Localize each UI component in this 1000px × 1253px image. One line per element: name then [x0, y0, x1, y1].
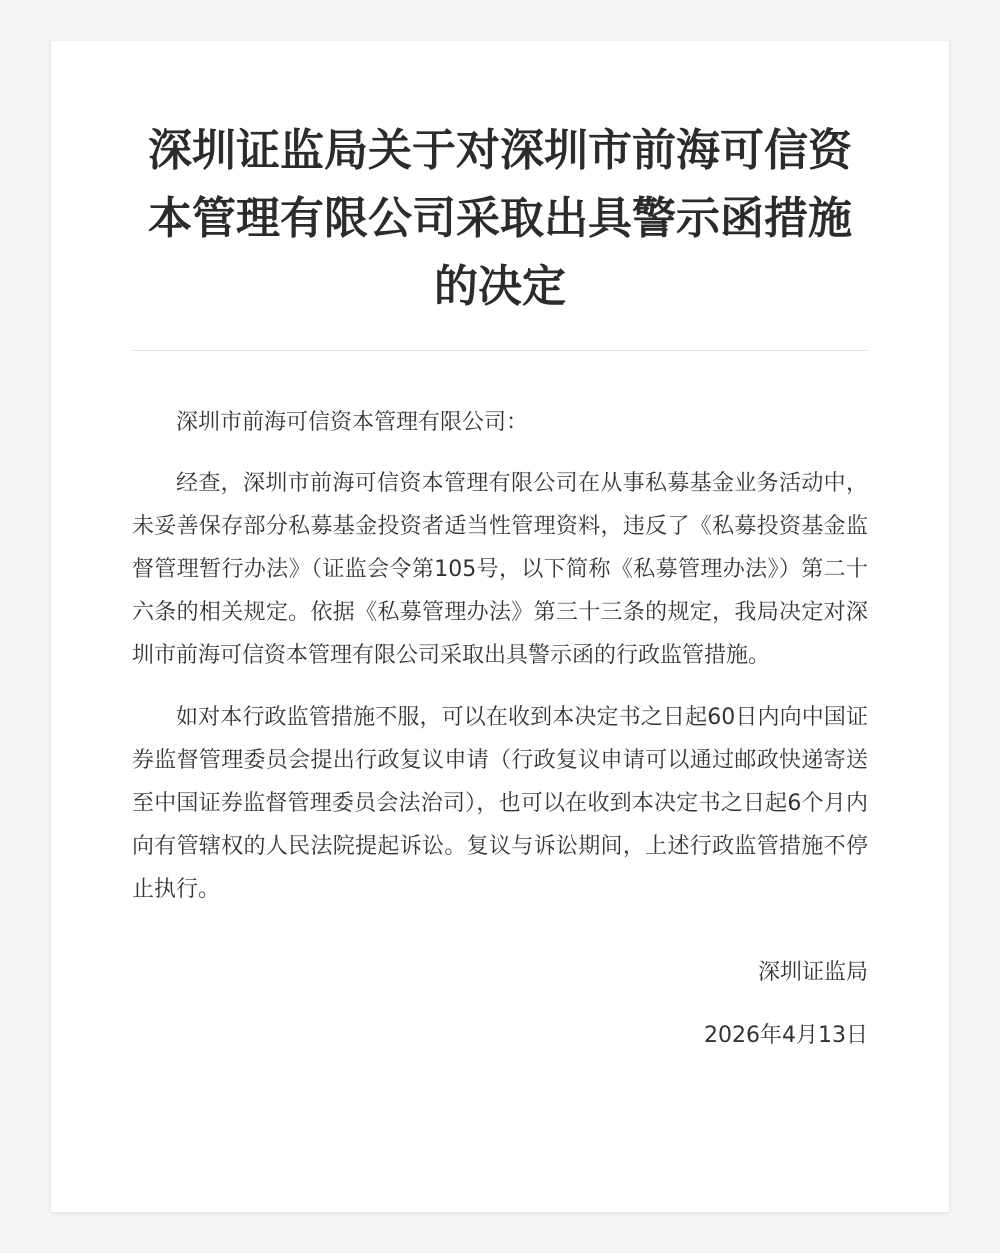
- paragraph-findings: 经查，深圳市前海可信资本管理有限公司在从事私募基金业务活动中，未妥善保存部分私募基金投资者适当性管理资料，违反了《私募投资基金监督管理暂行办法》（证监会令第105号，以下简称《私募管理办法》）第二十六条的相关规定。依据《私募管理办法》第三十三条的规定，我局决定对深圳市前海可信资本管理有限公司采取出具警示函的行政监管措施。: [132, 471, 868, 668]
- document-page: [51, 41, 949, 1212]
- issuer-name: 深圳证监局: [757, 960, 868, 985]
- document-title: 深圳证监局关于对深圳市前海可信资本管理有限公司采取出具警示函措施的决定: [148, 125, 852, 312]
- signature-block: [132, 951, 868, 1057]
- title-divider: [132, 350, 868, 351]
- issue-date: 2026年4月13日: [704, 1023, 868, 1048]
- document-body: [132, 401, 868, 911]
- salutation: 深圳市前海可信资本管理有限公司：: [176, 410, 529, 435]
- paragraph-appeal-rights: 如对本行政监管措施不服，可以在收到本决定书之日起60日内向中国证券监督管理委员会提出行政复议申请（行政复议申请可以通过邮政快递寄送至中国证券监督管理委员会法治司），也可以在收到本决定书之日起6个月内向有管辖权的人民法院提起诉讼。复议与诉讼期间，上述行政监管措施不停止执行。: [132, 705, 868, 902]
